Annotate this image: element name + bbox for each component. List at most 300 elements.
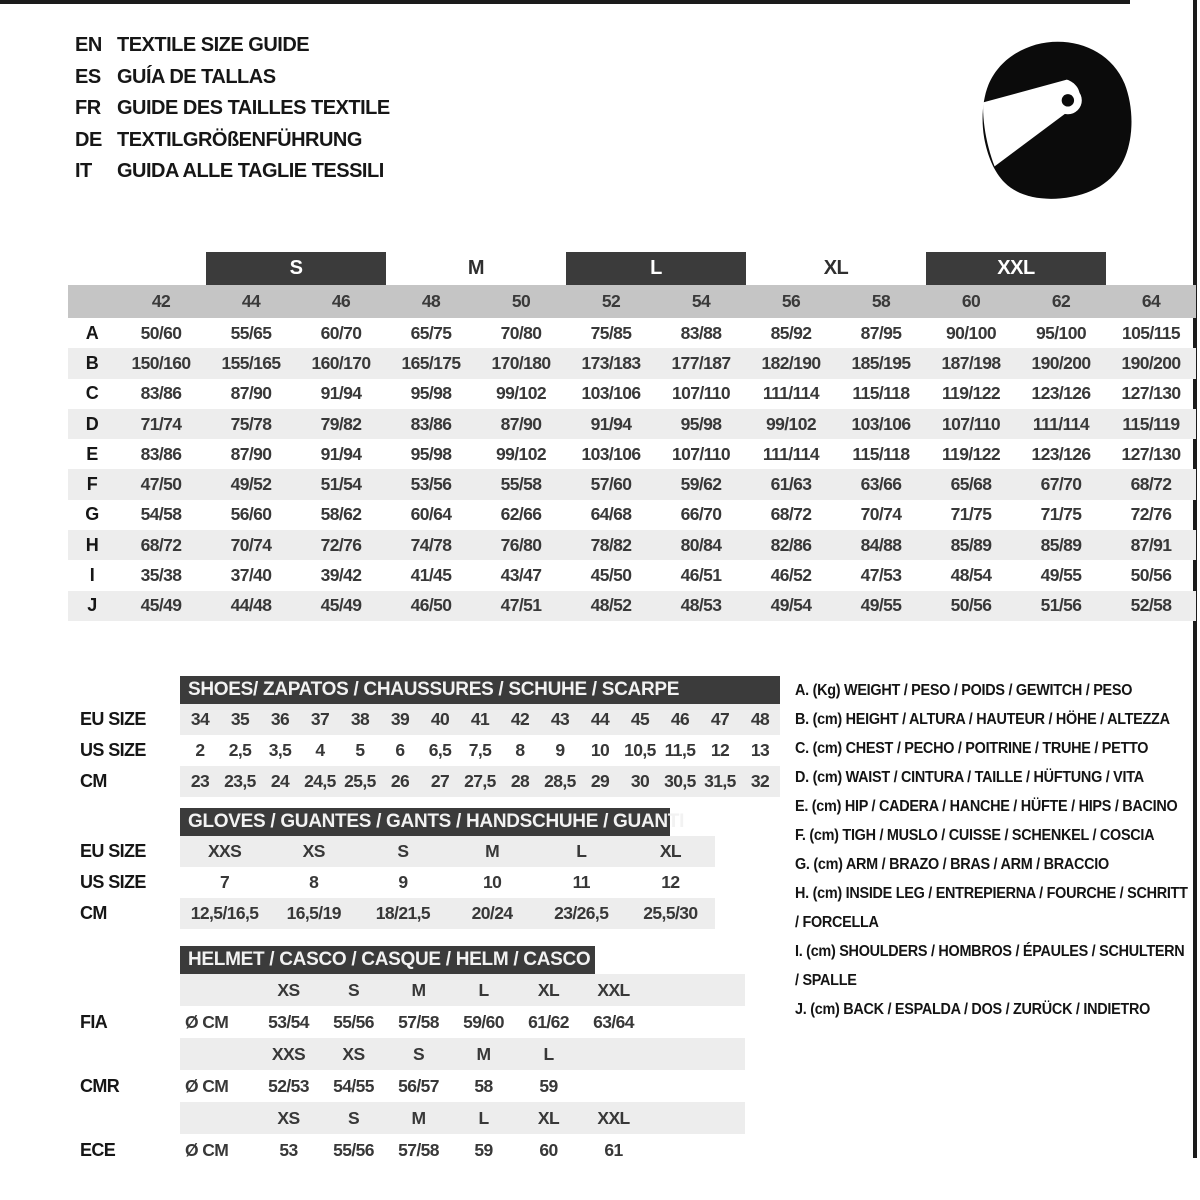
size-value: 30,5 [664,771,696,791]
measure-value: 103/106 [851,413,911,434]
measure-value: 49/55 [860,595,902,616]
size-value: 31,5 [704,771,736,791]
measure-value: 60/70 [320,322,362,343]
measure-value: 51/56 [1040,595,1082,616]
size-number-row [68,285,1196,318]
measure-value: 190/200 [1031,352,1091,373]
measure-value: 91/94 [320,443,362,464]
language-row [75,62,390,94]
row-values [180,836,715,867]
measure-row-e [68,439,1196,469]
measure-value: 182/190 [761,352,821,373]
guide-title: TEXTILE SIZE GUIDE [117,34,310,57]
size-value: 43 [550,709,570,729]
section-row [68,766,780,797]
row-label [68,1038,180,1070]
section-title-bar [180,808,685,836]
legend-item-g: G. (cm) ARM / BRAZO / BRAS / ARM / BRACCIO [795,856,1109,873]
size-value: 24 [270,771,290,791]
measure-value: 58/62 [320,504,362,525]
size-value: 28,5 [544,771,576,791]
measure-row-b [68,348,1196,378]
helmet-value: 63/64 [593,1011,634,1032]
measure-value: 54/58 [140,504,182,525]
size-value: 23 [190,771,210,791]
measure-value: 85/89 [950,534,992,555]
size-value: 38 [350,709,370,729]
language-row [75,156,390,188]
measure-value: 111/114 [762,443,820,464]
measurement-legend [795,676,1191,1024]
measure-letter: G [85,504,99,525]
helmet-size-label: S [347,1107,360,1128]
measure-value: 50/60 [140,322,182,343]
size-group-xl: XL [823,257,849,279]
language-code: DE [75,128,102,151]
legend-item-h: H. (cm) INSIDE LEG / ENTREPIERNA / FOURCHE / SCHRITT / FORCELLA [795,885,1188,931]
measure-value: 70/80 [500,322,542,343]
helmet-size-label: L [478,1107,489,1128]
measure-value: 52/58 [1130,595,1172,616]
measure-value: 47/50 [140,474,182,495]
legend-item-f: F. (cm) TIGH / MUSLO / CUISSE / SCHENKEL / COSCIA [795,827,1155,844]
measure-value: 63/66 [860,474,902,495]
row-label: US SIZE [80,740,146,760]
measure-value: 72/76 [320,534,362,555]
size-value: 6,5 [428,740,452,760]
size-value: 23,5 [224,771,256,791]
measure-value: 68/72 [1130,474,1172,495]
size-number: 50 [511,291,531,311]
size-value: 30 [630,771,650,791]
size-value: 29 [590,771,610,791]
helmet-size-label: S [347,979,360,1000]
size-value: 9 [555,740,565,760]
size-value: 10,5 [624,740,656,760]
size-value: 11,5 [664,740,696,760]
measure-value: 45/49 [140,595,182,616]
measure-row-g [68,500,1196,530]
size-value: 8 [515,740,525,760]
size-value: 45 [630,709,650,729]
helmet-size-labels [180,1038,745,1070]
measure-value: 103/106 [581,383,641,404]
size-value: 9 [398,872,408,892]
size-value: M [485,841,500,861]
size-value: 47 [710,709,730,729]
measure-value: 83/86 [140,383,182,404]
measure-value: 75/85 [590,322,632,343]
section-title: SHOES/ ZAPATOS / CHAUSSURES / SCHUHE / SCARPE [188,679,680,700]
helmet-size-label: S [412,1043,425,1064]
measure-value: 65/75 [410,322,452,343]
helmet-value: 55/56 [333,1011,374,1032]
measure-value: 60/64 [410,504,452,525]
size-value: XS [302,841,325,861]
section-title: GLOVES / GUANTES / GANTS / HANDSCHUHE / GUANTI [188,811,685,832]
section-row [68,867,715,898]
measure-row-i [68,560,1196,590]
measure-value: 87/90 [230,383,272,404]
helmet-size-table [68,946,745,1166]
measure-value: 48/54 [950,565,992,586]
helmet-value: 53 [279,1139,298,1160]
measure-value: 83/86 [410,413,452,434]
diameter-label: Ø CM [185,1075,229,1096]
helmet-size-label: L [543,1043,554,1064]
legend-item-c: C. (cm) CHEST / PECHO / POITRINE / TRUHE / PETTO [795,740,1149,757]
guide-title: GUIDA ALLE TAGLIE TESSILI [117,160,384,183]
measure-letter: I [89,565,95,586]
size-value: 10 [482,872,502,892]
helmet-size-label: XL [537,979,560,1000]
legend-item-b: B. (cm) HEIGHT / ALTURA / HAUTEUR / HÖHE / ALTEZZA [795,711,1170,728]
size-number: 60 [961,291,981,311]
helmet-value: 57/58 [398,1139,439,1160]
guide-title: GUIDE DES TAILLES TEXTILE [117,97,390,120]
row-values [180,766,780,797]
measure-value: 62/66 [500,504,542,525]
measure-value: 79/82 [320,413,362,434]
size-number: 62 [1051,291,1071,311]
helmet-value: 61/62 [528,1011,569,1032]
measure-value: 173/183 [581,352,641,373]
measure-value: 45/50 [590,565,632,586]
size-value: 12 [661,872,680,892]
section-row [68,898,715,929]
size-value: 2 [195,740,205,760]
measure-value: 71/75 [1040,504,1082,525]
helmet-value: 59/60 [463,1011,504,1032]
measure-value: 59/62 [680,474,722,495]
row-values [180,898,715,929]
size-value: L [576,841,587,861]
measure-value: 47/51 [500,595,542,616]
helmet-value: 56/57 [398,1075,439,1096]
measure-letter: E [86,443,98,464]
measure-value: 190/200 [1121,352,1181,373]
measure-value: 64/68 [590,504,632,525]
helmet-values [180,1134,745,1166]
section-row [68,704,780,735]
measure-value: 46/52 [770,565,812,586]
helmet-value: 60 [539,1139,558,1160]
size-value: 35 [230,709,250,729]
measure-value: 82/86 [770,534,812,555]
size-value: XL [659,841,681,861]
size-value: 12,5/16,5 [190,903,259,923]
size-value: 48 [750,709,770,729]
measure-value: 111/114 [762,383,820,404]
measure-value: 119/122 [941,383,1001,404]
section-row [68,735,780,766]
size-value: 42 [510,709,530,729]
helmet-value-row [68,1070,745,1102]
measure-value: 185/195 [851,352,911,373]
measure-value: 65/68 [950,474,992,495]
helmet-value: 52/53 [268,1075,309,1096]
size-number: 54 [691,291,711,311]
measure-value: 87/91 [1130,534,1172,555]
measure-value: 107/110 [671,383,731,404]
measure-value: 95/98 [410,443,452,464]
legend-item-j: J. (cm) BACK / ESPALDA / DOS / ZURÜCK / INDIETRO [795,1001,1151,1018]
measure-value: 127/130 [1121,443,1181,464]
size-number: 44 [241,291,261,311]
language-code: ES [75,65,101,88]
size-value: 4 [315,740,325,760]
measure-value: 70/74 [230,534,272,555]
size-value: 18/21,5 [375,903,430,923]
measure-row-d [68,409,1196,439]
measure-value: 49/55 [1040,565,1082,586]
measure-value: 78/82 [590,534,632,555]
measure-value: 83/86 [140,443,182,464]
measure-value: 45/49 [320,595,362,616]
helmet-size-label: XXS [271,1043,306,1064]
garment-size-table [68,252,1196,621]
row-label [68,974,180,1006]
row-values [180,704,780,735]
guide-title: GUÍA DE TALLAS [117,65,276,88]
row-label: EU SIZE [80,841,146,861]
measure-row-h [68,530,1196,560]
measure-value: 123/126 [1031,383,1091,404]
measure-value: 74/78 [410,534,452,555]
measure-value: 187/198 [941,352,1001,373]
measure-value: 68/72 [140,534,182,555]
row-label: CM [80,903,107,923]
row-label: EU SIZE [80,709,146,729]
size-value: 28 [510,771,530,791]
language-code: EN [75,34,102,57]
section-row [68,836,715,867]
language-row [75,93,390,125]
size-value: 13 [750,740,770,760]
measure-letter: F [86,474,98,495]
helmet-size-label: XS [277,1107,300,1128]
size-value: 25,5 [344,771,376,791]
measure-value: 53/56 [410,474,452,495]
measure-value: 55/65 [230,322,272,343]
measure-value: 115/119 [1122,413,1180,434]
size-value: 16,5/19 [286,903,341,923]
size-value: 40 [430,709,450,729]
size-number: 42 [151,291,171,311]
measure-value: 39/42 [320,565,362,586]
measure-value: 85/92 [770,322,812,343]
measure-value: 115/118 [852,443,910,464]
shoes-size-table [68,676,780,797]
measure-value: 68/72 [770,504,812,525]
row-label: US SIZE [80,872,146,892]
helmet-size-label: M [476,1043,491,1064]
measure-value: 103/106 [581,443,641,464]
measure-value: 48/52 [590,595,632,616]
measure-row-f [68,469,1196,499]
helmet-size-label: M [411,1107,426,1128]
helmet-value-row [68,1006,745,1038]
row-values [180,867,715,898]
measure-value: 150/160 [131,352,191,373]
measure-letter: A [85,322,99,343]
helmet-value: 59 [539,1075,558,1096]
size-number: 48 [421,291,441,311]
measure-letter: D [85,413,99,434]
helmet-size-header-row [68,1038,745,1070]
size-value: 26 [390,771,410,791]
measure-value: 71/74 [140,413,182,434]
helmet-values [180,1070,745,1102]
language-row [75,125,390,157]
section-title: HELMET / CASCO / CASQUE / HELM / CASCO [188,949,591,970]
measure-value: 170/180 [491,352,551,373]
measure-value: 71/75 [950,504,992,525]
measure-value: 46/50 [410,595,452,616]
row-values [180,735,780,766]
size-value: 27 [430,771,450,791]
measure-value: 105/115 [1121,322,1181,343]
size-value: 10 [590,740,610,760]
measure-letter: B [85,352,99,373]
helmet-size-label: XXL [597,979,630,1000]
standard-label: ECE [80,1139,116,1160]
racing-helmet-icon [976,38,1136,206]
standard-label: CMR [80,1075,120,1096]
measure-value: 49/54 [770,595,812,616]
measure-value: 50/56 [950,595,992,616]
helmet-value: 54/55 [333,1075,374,1096]
size-value: 6 [395,740,405,760]
measure-value: 35/38 [140,565,182,586]
size-value: 46 [670,709,690,729]
size-value: 23/26,5 [554,903,609,923]
measure-value: 55/58 [500,474,542,495]
size-number: 64 [1141,291,1161,311]
size-value: 12 [710,740,730,760]
helmet-value-row [68,1134,745,1166]
measure-value: 61/63 [770,474,812,495]
measure-value: 95/98 [410,383,452,404]
helmet-value: 61 [604,1139,623,1160]
measure-value: 48/53 [680,595,722,616]
measure-value: 155/165 [221,352,281,373]
measure-value: 75/78 [230,413,272,434]
helmet-size-label: XXL [597,1107,630,1128]
size-group-l: L [566,252,746,285]
size-number: 46 [331,291,351,311]
standard-label: FIA [80,1011,108,1032]
measure-value: 91/94 [590,413,632,434]
row-label: CM [80,771,107,791]
size-value: 7,5 [468,740,492,760]
measure-value: 41/45 [410,565,452,586]
measure-value: 67/70 [1040,474,1082,495]
measure-letter: H [85,534,99,555]
helmet-size-label: XS [342,1043,365,1064]
helmet-values [180,1006,745,1038]
measure-value: 99/102 [496,443,546,464]
helmet-size-label: XL [537,1107,560,1128]
measure-value: 111/114 [1032,413,1090,434]
size-value: 20/24 [471,903,513,923]
top-border-line [0,0,1130,4]
helmet-size-header-row [68,1102,745,1134]
guide-title: TEXTILGRÖßENFÜHRUNG [117,128,362,151]
measure-value: 37/40 [230,565,272,586]
size-value: 36 [270,709,290,729]
size-group-m: M [467,257,485,279]
measure-value: 127/130 [1121,383,1181,404]
measure-value: 165/175 [401,352,461,373]
measure-value: 87/95 [860,322,902,343]
helmet-size-header-row [68,974,745,1006]
measure-value: 49/52 [230,474,272,495]
measure-value: 177/187 [671,352,731,373]
legend-item-e: E. (cm) HIP / CADERA / HANCHE / HÜFTE / HIPS / BACINO [795,798,1178,815]
helmet-size-label: M [411,979,426,1000]
helmet-value: 53/54 [268,1011,309,1032]
measure-value: 123/126 [1031,443,1091,464]
helmet-size-label: L [478,979,489,1000]
size-value: 8 [309,872,319,892]
size-number: 52 [601,291,621,311]
measure-value: 76/80 [500,534,542,555]
size-value: 41 [470,709,490,729]
language-code: IT [75,160,92,183]
size-value: 27,5 [464,771,496,791]
legend-item-a: A. (Kg) WEIGHT / PESO / POIDS / GEWITCH / PESO [795,682,1133,699]
measure-value: 85/89 [1040,534,1082,555]
measure-row-j [68,591,1196,621]
size-value: 3,5 [268,740,292,760]
measure-value: 57/60 [590,474,632,495]
measure-value: 46/51 [680,565,722,586]
legend-item-i: I. (cm) SHOULDERS / HOMBROS / ÉPAULES / SCHULTERN / SPALLE [795,943,1185,989]
size-value: 34 [190,709,210,729]
helmet-value: 59 [474,1139,493,1160]
size-value: 37 [310,709,330,729]
size-value: 32 [750,771,770,791]
helmet-value: 58 [474,1075,493,1096]
language-row [75,30,390,62]
measure-value: 43/47 [500,565,542,586]
measure-value: 107/110 [671,443,731,464]
measure-value: 87/90 [500,413,542,434]
measure-value: 107/110 [941,413,1001,434]
measure-value: 50/56 [1130,565,1172,586]
size-value: 7 [220,872,230,892]
legend-item-d: D. (cm) WAIST / CINTURA / TAILLE / HÜFTUNG / VITA [795,769,1144,786]
helmet-size-labels [180,1102,745,1134]
measure-row-a [68,318,1196,348]
row-label [68,1102,180,1134]
helmet-size-label: XS [277,979,300,1000]
measure-value: 91/94 [320,383,362,404]
language-code: FR [75,97,101,120]
size-group-s: S [206,252,386,285]
measure-value: 119/122 [941,443,1001,464]
measure-letter: C [85,383,99,404]
size-number: 56 [781,291,801,311]
diameter-label: Ø CM [185,1139,229,1160]
measure-value: 95/98 [680,413,722,434]
measure-value: 47/53 [860,565,902,586]
measure-value: 99/102 [496,383,546,404]
size-value: XXS [207,841,242,861]
measure-value: 84/88 [860,534,902,555]
size-value: 11 [572,872,590,892]
